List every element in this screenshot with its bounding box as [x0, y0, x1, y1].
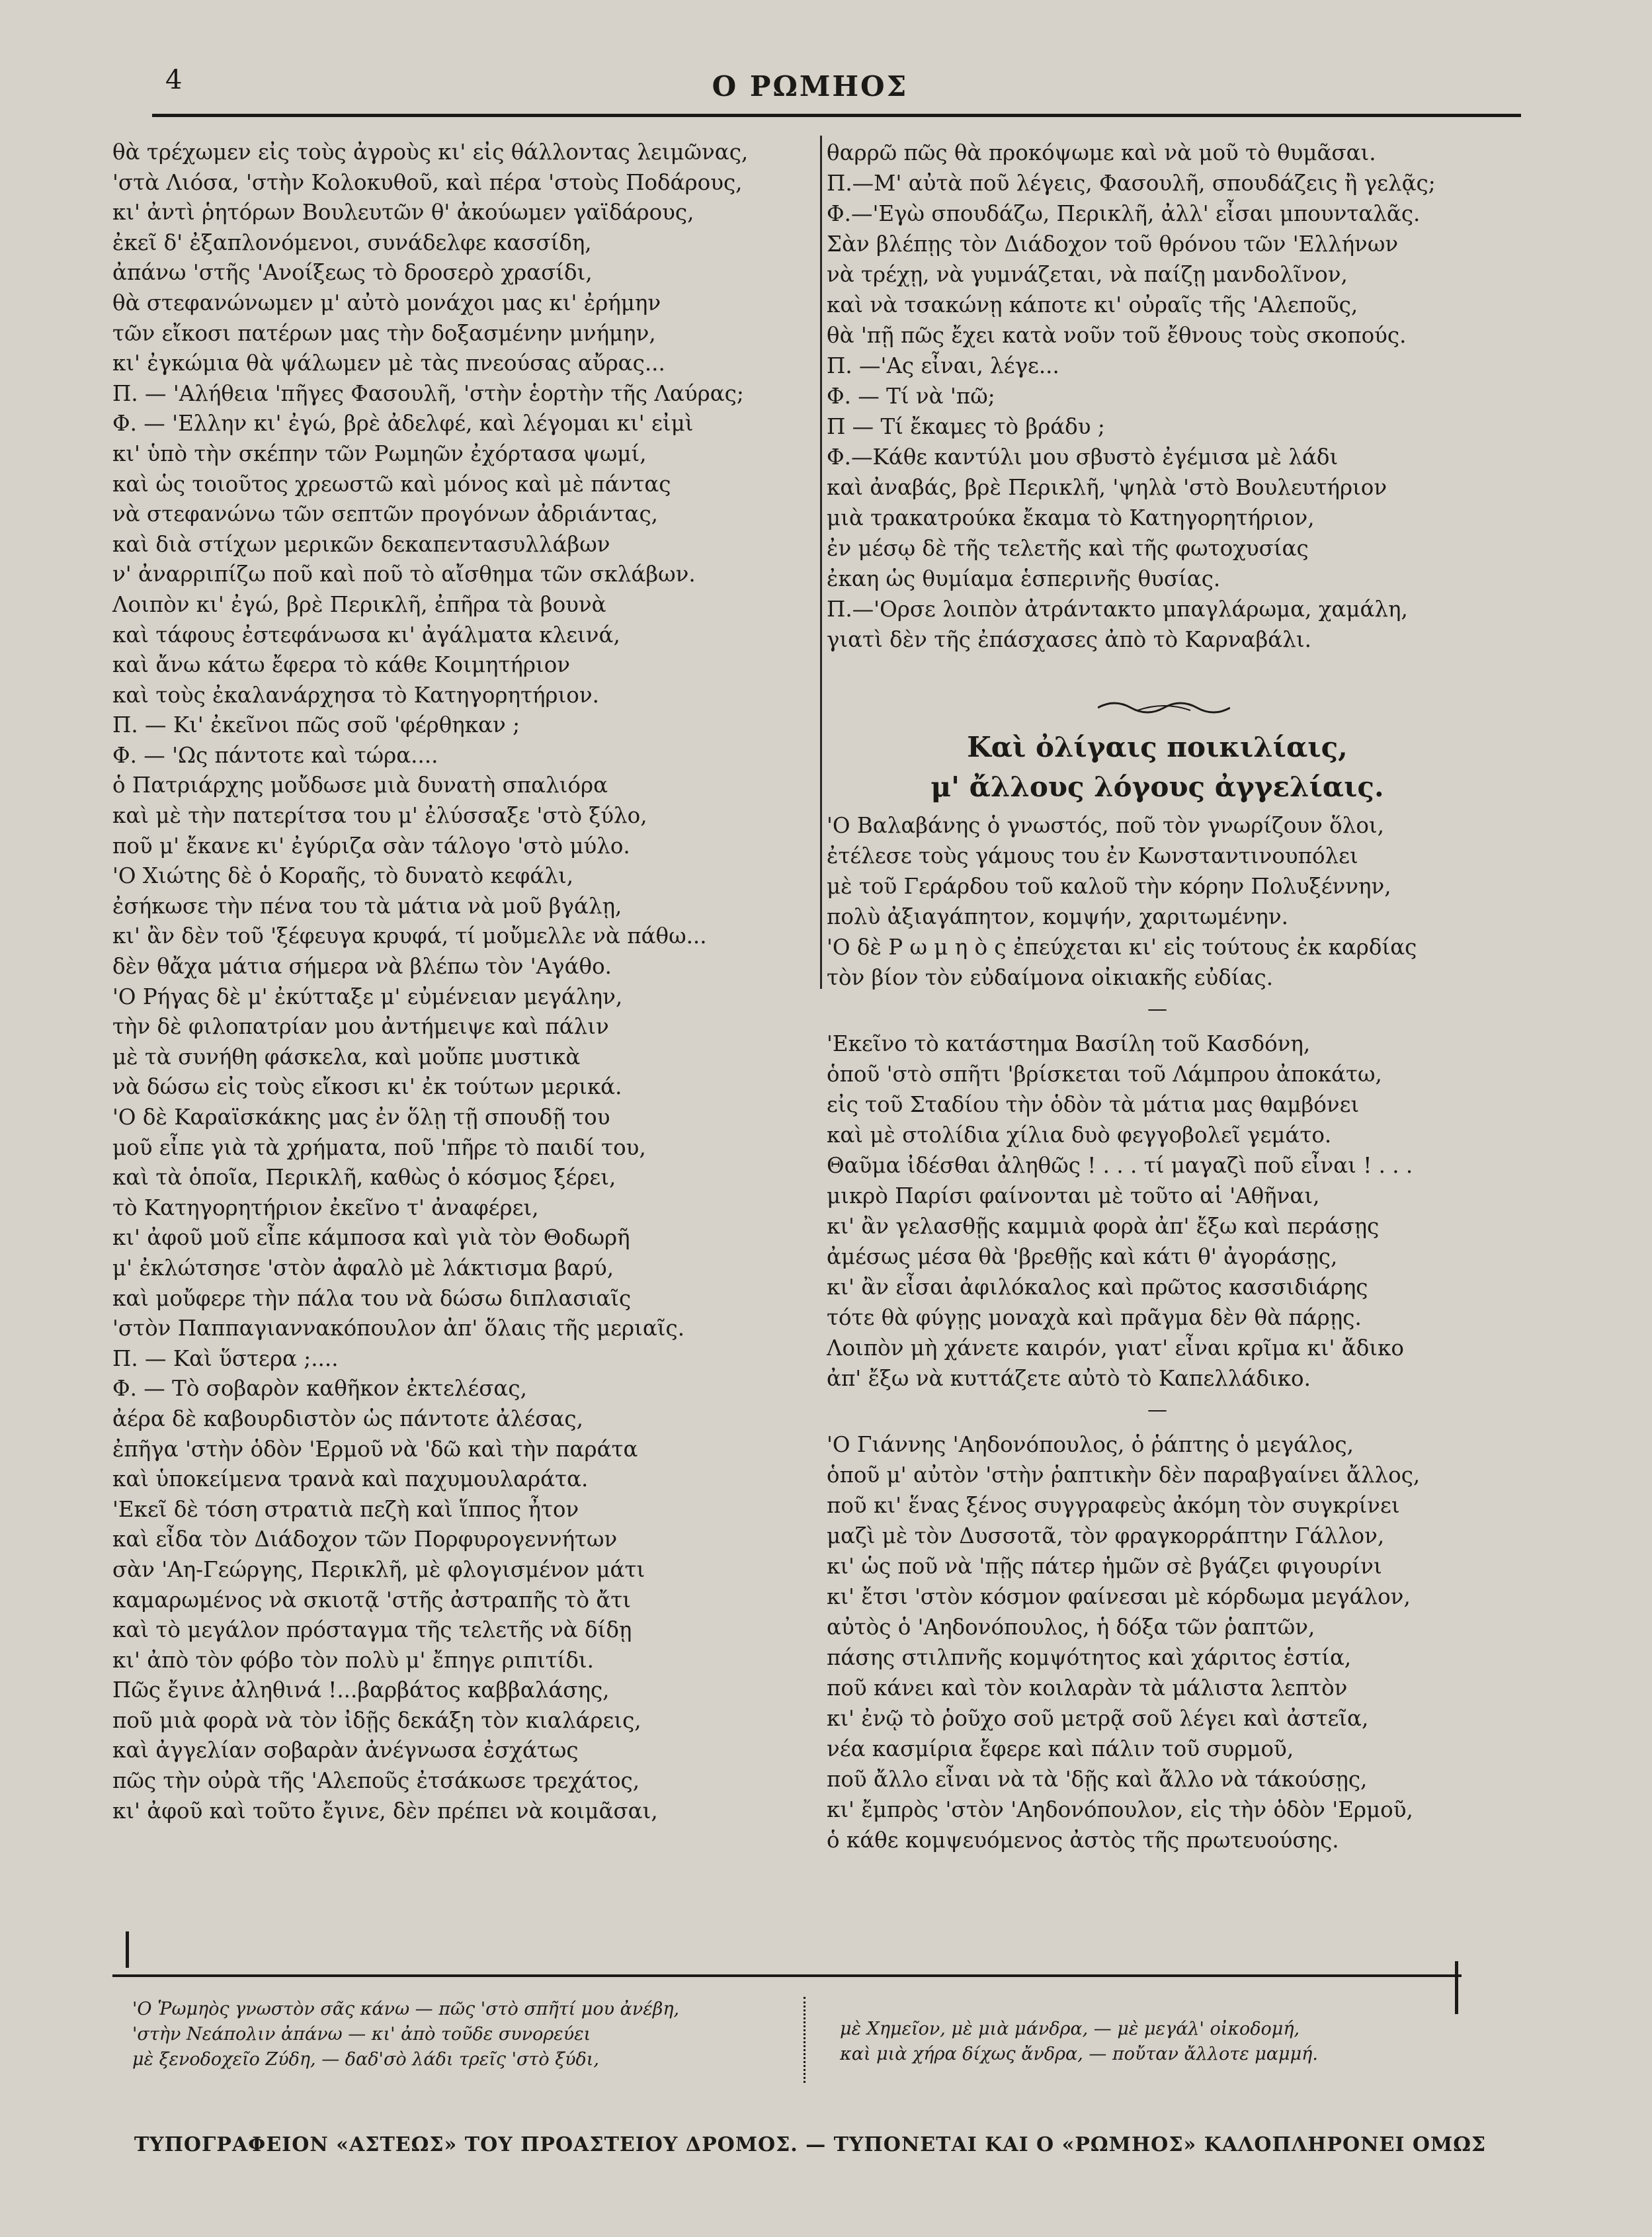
text-line: μικρὸ Παρίσι φαίνονται μὲ τοῦτο αἱ 'Αθῆναι,	[827, 1183, 1320, 1208]
text-line: ἀπ' ἔξω νὰ κυττάζετε αὐτὸ τὸ Καπελλάδικο.	[827, 1366, 1311, 1391]
text-line: ἐκαη ὡς θυμίαμα ἑσπερινῆς θυσίας.	[827, 566, 1221, 591]
text-line: κι' ἀφοῦ μοῦ εἶπε κάμποσα καὶ γιὰ τὸν Θοδωρῆ	[112, 1225, 630, 1251]
footer-line: 'Ο Ῥωμηὸς γνωστὸν σᾶς κάνω — πῶς 'στὸ σπῆτί μου ἀνέβη,	[132, 1999, 680, 2019]
text-line: μαζὶ μὲ τὸν Δυσσοτᾶ, τὸν φραγκορράπτην Γάλλον,	[827, 1523, 1385, 1548]
text-line: κι' ὑπὸ τὴν σκέπην τῶν Ρωμηῶν ἐχόρτασα ψωμί,	[112, 441, 647, 466]
text-line: σὰν 'Αη-Γεώργης, Περικλῆ, μὲ φλογισμένον μάτι	[112, 1556, 645, 1582]
notice-separator: —	[1147, 1398, 1167, 1421]
text-line: καὶ μὲ στολίδια χίλια δυὸ φεγγοβολεῖ γεμάτο.	[827, 1122, 1332, 1148]
footer-line: καὶ μιὰ χήρα δίχως ἄνδρα, — ποὔταν ἄλλοτε μαμμή.	[840, 2044, 1318, 2064]
text-line: ποῦ ἄλλο εἶναι νὰ τὰ 'δῇς καὶ ἄλλο νὰ τάκούσῃς,	[827, 1767, 1368, 1792]
masthead-title: Ο ΡΩΜΗΟΣ	[712, 70, 909, 103]
text-line: πῶς τὴν οὐρὰ τῆς 'Αλεποῦς ἐτσάκωσε τρεχάτος,	[112, 1768, 640, 1794]
text-line: Σὰν βλέπῃς τὸν Διάδοχον τοῦ θρόνου τῶν 'Ελλήνων	[827, 232, 1399, 257]
footer-line: μὲ Χημεῖον, μὲ μιὰ μάνδρα, — μὲ μεγάλ' οἰκοδομή,	[840, 2019, 1300, 2039]
text-line: Π. — Κι' ἐκεῖνοι πῶς σοῦ 'φέρθηκαν ;	[112, 712, 520, 738]
text-line: θὰ στεφανώνωμεν μ' αὐτὸ μονάχοι μας κι' ἐρήμην	[112, 290, 661, 316]
text-line: ποῦ μ' ἔκανε κι' ἐγύριζα σὰν τάλογο 'στὸ μύλο.	[112, 833, 630, 859]
text-line: ἀέρα δὲ καβουρδιστὸν ὡς πάντοτε ἀλέσας,	[112, 1406, 583, 1431]
section-title	[827, 728, 1488, 807]
text-line: 'Ο Βαλαβάνης ὁ γνωστός, ποῦ τὸν γνωρίζουν ὅλοι,	[827, 813, 1384, 838]
page-header	[99, 58, 1521, 118]
right-column-dialogue	[827, 138, 1488, 655]
text-line: Φ. — 'Ελλην κι' ἐγώ, βρὲ ἀδελφέ, καὶ λέγομαι κι' εἰμὶ	[112, 411, 694, 437]
text-line: ἐν μέσῳ δὲ τῆς τελετῆς καὶ τῆς φωτοχυσίας	[827, 536, 1309, 561]
text-line: θαρρῶ πῶς θὰ προκόψωμε καὶ νὰ μοῦ τὸ θυμᾶσαι.	[827, 140, 1376, 165]
notice	[827, 810, 1488, 993]
text-line: θὰ 'πῇ πῶς ἔχει κατὰ νοῦν τοῦ ἔθνους τοὺς σκοπούς.	[827, 323, 1407, 348]
text-line: 'Ο Χιώτης δὲ ὁ Κοραῆς, τὸ δυνατὸ κεφάλι,	[112, 863, 574, 889]
text-line: τῶν εἴκοσι πατέρων μας τὴν δοξασμένην μνήμην,	[112, 320, 656, 346]
text-line: Π.—'Ορσε λοιπὸν ἀτράντακτο μπαγλάρωμα, χαμάλη,	[827, 597, 1408, 622]
text-line: καὶ μὲ τὴν πατερίτσα του μ' ἐλύσσαξε 'στὸ ξύλο,	[112, 803, 647, 829]
text-line: 'Ο δὲ Ρ ω μ η ὸ ς ἐπεύχεται κι' εἰς τούτους ἐκ καρδίας	[827, 935, 1417, 960]
notice-separator: —	[1147, 997, 1167, 1021]
text-line: 'Ο Ρήγας δὲ μ' ἐκύτταξε μ' εὐμένειαν μεγάλην,	[112, 984, 623, 1009]
text-line: καὶ τάφους ἐστεφάνωσα κι' ἀγάλματα κλεινά,	[112, 622, 620, 648]
text-line: Π — Τί ἔκαμες τὸ βράδυ ;	[827, 414, 1105, 439]
text-line: νὰ τρέχῃ, νὰ γυμνάζεται, νὰ παίζῃ μανδολῖνον,	[827, 262, 1348, 287]
footer-separator	[804, 1997, 808, 2083]
footer-line: μὲ ξενοδοχεῖο Ζύδη, — δαδ'σὸ λάδι τρεῖς 'στὸ ξύδι,	[132, 2049, 599, 2070]
text-line: κι' ἀντὶ ῥητόρων Βουλευτῶν θ' ἀκούωμεν γαϊδάρους,	[112, 200, 694, 226]
text-line: μ' ἐκλώτσησε 'στὸν ἀφαλὸ μὲ λάκτισμα βαρύ,	[112, 1255, 614, 1281]
ornament-divider	[1098, 696, 1230, 716]
text-line: καὶ μοὔφερε τὴν πάλα του νὰ δώσω διπλασιαῖς	[112, 1285, 632, 1311]
text-line: τὸν βίον τὸν εὐδαίμονα οἰκιακῆς εὐδίας.	[827, 965, 1274, 990]
text-line: κι' ἂν δὲν τοῦ 'ξέφευγα κρυφά, τί μοὔμελλε νὰ πάθω...	[112, 923, 707, 949]
notice	[827, 1029, 1488, 1394]
text-line: καὶ εἶδα τὸν Διάδοχον τῶν Πορφυρογεννήτων	[112, 1527, 618, 1552]
text-line: ποῦ μιὰ φορὰ νὰ τὸν ἰδῇς δεκάξη τὸν κιαλάρεις,	[112, 1707, 641, 1733]
text-line: γιατὶ δὲν τῆς ἐπάσχασες ἀπὸ τὸ Καρναβάλι.	[827, 627, 1311, 652]
text-line: 'Ο Γιάννης 'Αηδονόπουλος, ὁ ῥάπτης ὁ μεγάλος,	[827, 1432, 1354, 1457]
text-line: Φ.—'Εγὼ σπουδάζω, Περικλῆ, ἀλλ' εἶσαι μπουνταλᾶς.	[827, 201, 1421, 226]
text-line: ἐκεῖ δ' ἐξαπλονόμενοι, συνάδελφε κασσίδη,	[112, 230, 592, 255]
text-line: εἰς τοῦ Σταδίου τὴν ὁδὸν τὰ μάτια μας θαμβόνει	[827, 1092, 1360, 1117]
footer-left-verse	[132, 1997, 794, 2072]
text-line: Φ. — 'Ως πάντοτε καὶ τώρα....	[112, 742, 438, 768]
text-line: Θαῦμα ἰδέσθαι ἀληθῶς ! . . . τί μαγαζὶ ποῦ εἶναι ! . . .	[827, 1153, 1413, 1178]
text-line: ὁ Πατριάρχης μοὔδωσε μιὰ δυνατὴ σπαλιόρα	[112, 773, 608, 798]
text-line: 'στὰ Λιόσα, 'στὴν Κολοκυθοῦ, καὶ πέρα 'στοὺς Ποδάρους,	[112, 169, 743, 195]
printer-line: ΤΥΠΟΓΡΑΦΕΙΟΝ «ΑΣΤΕΩΣ» ΤΟΥ ΠΡΟΑΣΤΕΙΟΥ ΔΡΟΜΟΣ. — ΤΥΠΟΝΕΤΑΙ ΚΑΙ Ο «ΡΩΜΗΟΣ» ΚΑΛΟΠΛΗΡΟΝΕΙ ΟΜΩΣ	[134, 2133, 1487, 2156]
column-divider	[820, 136, 822, 989]
text-line: κι' ἐνῷ τὸ ῥοῦχο σοῦ μετρᾷ σοῦ λέγει καὶ ἀστεῖα,	[827, 1706, 1369, 1731]
margin-mark	[126, 1931, 129, 1968]
text-line: νὰ δώσω εἰς τοὺς εἴκοσι κι' ἐκ τούτων μερικά.	[112, 1074, 622, 1100]
text-line: τὸ Κατηγορητήριον ἐκεῖνο τ' ἀναφέρει,	[112, 1195, 539, 1220]
text-line: ποῦ κάνει καὶ τὸν κοιλαρὰν τὰ μάλιστα λεπτὸν	[827, 1675, 1348, 1701]
text-line: κι' ἀπὸ τὸν φόβο τὸν πολὺ μ' ἔπηγε ριπιτίδι.	[112, 1647, 594, 1673]
text-line: μὲ τοῦ Γεράρδου τοῦ καλοῦ τὴν κόρην Πολυξέννην,	[827, 874, 1391, 899]
text-line: ἀπάνω 'στῆς 'Ανοίξεως τὸ δροσερὸ χρασίδι,	[112, 260, 593, 286]
footer-right-verse	[840, 2017, 1501, 2067]
header-rule	[152, 114, 1521, 117]
text-line: αὐτὸς ὁ 'Αηδονόπουλος, ἡ δόξα τῶν ῥαπτῶν,	[827, 1615, 1315, 1640]
text-line: ὁποῦ μ' αὐτὸν 'στὴν ῥαπτικὴν δὲν παραβγαίνει ἄλλος,	[827, 1462, 1421, 1488]
text-line: μιὰ τρακατρούκα ἔκαμα τὸ Κατηγορητήριον,	[827, 505, 1315, 530]
text-line: Π. — 'Αλήθεια 'πῆγες Φασουλῆ, 'στὴν ἑορτὴν τῆς Λαύρας;	[112, 380, 744, 406]
text-line: Φ. — Τί νὰ 'πῶ;	[827, 384, 995, 409]
text-line: τὴν δὲ φιλοπατρίαν μου ἀντήμειψε καὶ πάλιν	[112, 1014, 609, 1040]
text-line: καὶ διὰ στίχων μερικῶν δεκαπεντασυλλάβων	[112, 531, 610, 557]
text-line: κι' ἂν εἶσαι ἀφιλόκαλος καὶ πρῶτος κασσιδιάρης	[827, 1275, 1368, 1300]
text-line: καὶ τὸ μεγάλον πρόσταγμα τῆς τελετῆς νὰ δίδῃ	[112, 1617, 632, 1643]
text-line: 'στὸν Παππαγιαννακόπουλον ἀπ' ὅλαις τῆς μεριαῖς.	[112, 1316, 685, 1341]
text-line: κι' ἂν γελασθῇς καμμιὰ φορὰ ἀπ' ἔξω καὶ περάσῃς	[827, 1214, 1380, 1239]
text-line: ποῦ κι' ἕνας ξένος συγγραφεὺς ἀκόμη τὸν συγκρίνει	[827, 1493, 1400, 1518]
text-line: ἐσήκωσε τὴν πένα του τὰ μάτια νὰ μοῦ βγάλῃ,	[112, 893, 622, 919]
text-line: ὁ κάθε κομψευόμενος ἀστὸς τῆς πρωτευούσης.	[827, 1828, 1339, 1853]
text-line: καὶ ὑποκείμενα τρανὰ καὶ παχυμουλαράτα.	[112, 1466, 589, 1492]
text-line: καμαρωμένος νὰ σκιοτᾷ 'στῆς ἀστραπῆς τὸ ἄτι	[112, 1587, 632, 1613]
text-line: κι' ἀφοῦ καὶ τοῦτο ἔγινε, δὲν πρέπει νὰ κοιμᾶσαι,	[112, 1798, 658, 1824]
text-line: κι' ἐγκώμια θὰ ψάλωμεν μὲ τὰς πνεούσας αὔρας...	[112, 351, 665, 376]
text-line: καὶ τοὺς ἐκαλανάρχησα τὸ Κατηγορητήριον.	[112, 682, 599, 708]
section-title-line-2: μ' ἄλλους λόγους ἀγγελίαις.	[930, 771, 1384, 803]
text-line: ἐτέλεσε τοὺς γάμους του ἐν Κωνσταντινουπόλει	[827, 843, 1358, 868]
text-line: Λοιπὸν μὴ χάνετε καιρόν, γιατ' εἶναι κρῖμα κι' ἄδικο	[827, 1335, 1404, 1361]
text-line: Π. —'Ας εἶναι, λέγε...	[827, 353, 1059, 378]
notice	[827, 1429, 1488, 1855]
text-line: πολὺ ἀξιαγάπητον, κομψήν, χαριτωμένην.	[827, 904, 1288, 929]
text-line: καὶ ἄνω κάτω ἔφερα τὸ κάθε Κοιμητήριον	[112, 652, 571, 678]
text-line: 'Εκεῖνο τὸ κατάστημα Βασίλη τοῦ Κασδόνη,	[827, 1031, 1311, 1056]
text-line: καὶ νὰ τσακώνῃ κάποτε κι' οὐραῖς τῆς 'Αλεποῦς,	[827, 292, 1358, 317]
text-line: κι' ἔτσι 'στὸν κόσμον φαίνεσαι μὲ κόρδωμα μεγάλον,	[827, 1584, 1411, 1609]
text-line: δὲν θἄχα μάτια σήμερα νὰ βλέπω τὸν 'Αγάθο.	[112, 954, 612, 980]
text-line: ὁποῦ 'στὸ σπῆτι 'βρίσκεται τοῦ Λάμπρου ἀποκάτω,	[827, 1062, 1382, 1087]
text-line: κι' ἔμπρὸς 'στὸν 'Αηδονόπουλον, εἰς τὴν ὁδὸν 'Ερμοῦ,	[827, 1797, 1413, 1822]
text-line: καὶ ἀναβάς, βρὲ Περικλῆ, 'ψηλὰ 'στὸ Βουλευτήριον	[827, 475, 1387, 500]
text-line: καὶ τὰ ὁποῖα, Περικλῆ, καθὼς ὁ κόσμος ξέρει,	[112, 1165, 616, 1191]
text-line: 'Εκεῖ δὲ τόση στρατιὰ πεζὴ καὶ ἵππος ἦτον	[112, 1496, 579, 1522]
text-line: πάσης στιλπνῆς κομψότητος καὶ χάριτος ἑστία,	[827, 1645, 1352, 1670]
text-line: νὰ στεφανώνω τῶν σεπτῶν προγόνων ἀδριάντας,	[112, 501, 659, 527]
text-line: ν' ἀναρριπίζω ποῦ καὶ ποῦ τὸ αἴσθημα τῶν σκλάβων.	[112, 562, 696, 587]
text-line: θὰ τρέχωμεν εἰς τοὺς ἀγροὺς κι' εἰς θάλλοντας λειμῶνας,	[112, 140, 749, 165]
left-column	[112, 138, 813, 1826]
text-line: Π.—Μ' αὐτὰ ποῦ λέγεις, Φασουλῆ, σπουδάζεις ἢ γελᾷς;	[827, 171, 1436, 196]
text-line: Πῶς ἔγινε ἀληθινά !...βαρβάτος καββαλάσης,	[112, 1677, 610, 1703]
text-line: τότε θὰ φύγῃς μοναχὰ καὶ πρᾶγμα δὲν θὰ πάρῃς.	[827, 1305, 1362, 1330]
text-line: καὶ ἀγγελίαν σοβαρὰν ἀνέγνωσα ἐσχάτως	[112, 1738, 579, 1763]
text-line: καὶ ὡς τοιοῦτος χρεωστῶ καὶ μόνος καὶ μὲ πάντας	[112, 471, 671, 497]
text-line: μοῦ εἶπε γιὰ τὰ χρήματα, ποῦ 'πῆρε τὸ παιδί του,	[112, 1134, 646, 1160]
text-line: νέα κασμίρια ἔφερε καὶ πάλιν τοῦ συρμοῦ,	[827, 1736, 1294, 1761]
text-line: ἐπῆγα 'στὴν ὁδὸν 'Ερμοῦ νὰ 'δῶ καὶ τὴν παράτα	[112, 1436, 638, 1462]
text-line: Λοιπὸν κι' ἐγώ, βρὲ Περικλῆ, ἐπῆρα τὰ βουνὰ	[112, 591, 606, 617]
text-line: Φ.—Κάθε καντύλι μου σβυστὸ ἐγέμισα μὲ λάδι	[827, 444, 1339, 470]
text-line: 'Ο δὲ Καραϊσκάκης μας ἐν ὅλῃ τῇ σπουδῇ του	[112, 1105, 610, 1130]
footer-advert	[112, 1974, 1462, 2103]
notices-column	[827, 810, 1488, 1855]
text-line: μὲ τὰ συνήθη φάσκελα, καὶ μοὔπε μυστικὰ	[112, 1044, 581, 1070]
section-title-line-1: Καὶ ὀλίγαις ποικιλίαις,	[967, 731, 1348, 763]
text-line: Φ. — Τὸ σοβαρὸν καθῆκον ἐκτελέσας,	[112, 1376, 527, 1402]
footer-line: 'στὴν Νεάπολιν ἀπάνω — κι' ἀπὸ τοῦδε συνορεύει	[132, 2024, 591, 2045]
text-line: Π. — Καὶ ὕστερα ;....	[112, 1345, 339, 1371]
page-number: 4	[165, 65, 183, 95]
text-line: κι' ὡς ποῦ νὰ 'πῇς πάτερ ἡμῶν σὲ βγάζει φιγουρίνι	[827, 1554, 1382, 1579]
text-line: ἀμέσως μέσα θὰ 'βρεθῇς καὶ κάτι θ' ἀγοράσῃς,	[827, 1244, 1338, 1269]
